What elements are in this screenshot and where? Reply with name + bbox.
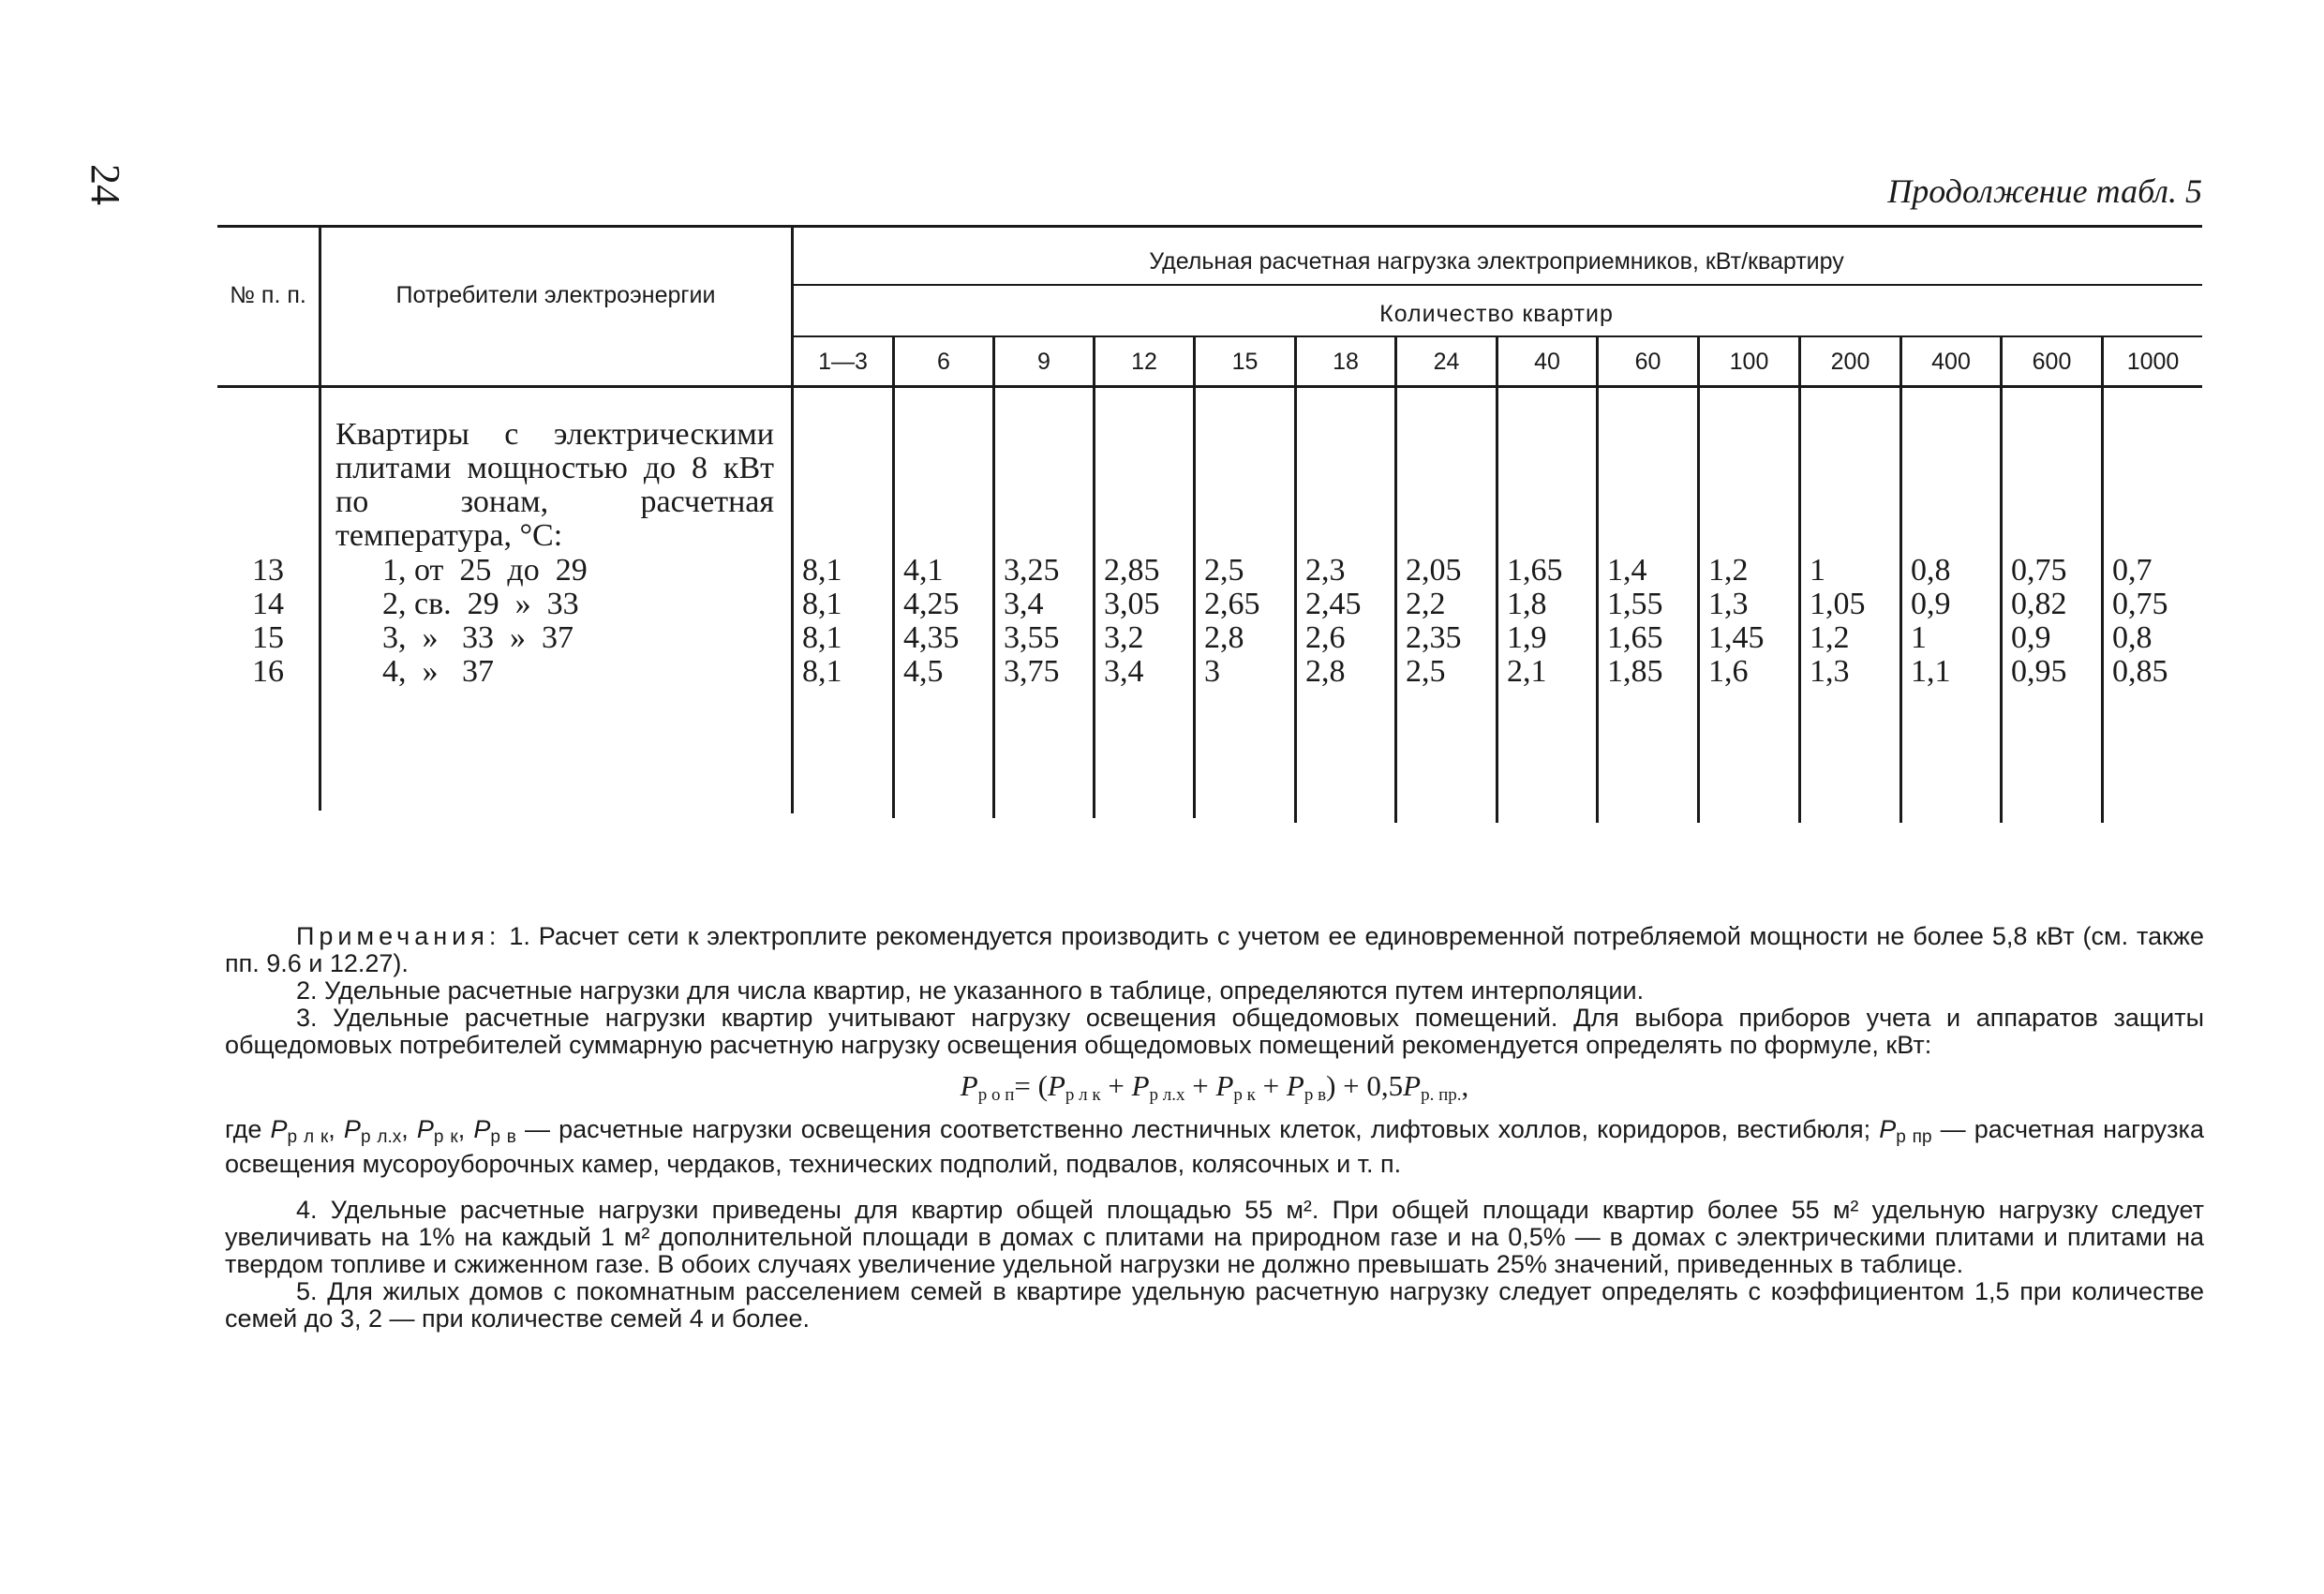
table-cell: 4,1 xyxy=(903,553,944,588)
col-divider xyxy=(1596,335,1599,823)
col-divider xyxy=(1697,335,1700,823)
load-table xyxy=(217,225,2202,825)
table-cell: 8,1 xyxy=(802,620,842,655)
lighting-load-formula: $P_{р о п}= (P_{р л к} + P_{р л.х} + P_{р к} + P_{р в}) + 0,5P_{р. пр.}$, xyxy=(960,1069,1469,1105)
notes-block xyxy=(225,923,2204,1333)
table-cell: 0,75 xyxy=(2112,587,2168,621)
table-cell: 0,7 xyxy=(2112,553,2153,588)
table-cell: 1,45 xyxy=(1708,620,1765,655)
table-cell: 1,05 xyxy=(1810,587,1866,621)
table-cell: 1 xyxy=(1810,553,1825,588)
page-number: 24 xyxy=(82,164,128,205)
table-cell: 2,8 xyxy=(1204,620,1244,655)
col-header: 18 xyxy=(1333,349,1359,375)
note-3: 3. Удельные расчетные нагрузки квартир учитывают нагрузку освещения общедомовых помещений. Для выбора приборов учета и аппаратов защиты общедомовых потребителей суммарную расчетную нагрузку освещения общедомовых помещений рекомендуется определять по формуле, кВт: xyxy=(225,1004,2204,1059)
table-cell: 1,85 xyxy=(1607,654,1663,689)
col-divider xyxy=(892,335,895,818)
col-divider xyxy=(992,335,995,818)
table-cell: 8,1 xyxy=(802,587,842,621)
table-cell: 2,65 xyxy=(1204,587,1260,621)
table-cell: 2,85 xyxy=(1104,553,1160,588)
table-continuation-caption: Продолжение табл. 5 xyxy=(1887,172,2202,210)
header-consumers: Потребители электроэнергии xyxy=(395,282,716,308)
row-group-description: Квартиры с электрическими плитами мощностью до 8 кВт по зонам, расчетная температура, °С: xyxy=(335,417,774,553)
row-number: 16 xyxy=(252,654,284,689)
col-header: 200 xyxy=(1830,349,1870,375)
table-cell: 0,75 xyxy=(2011,553,2067,588)
table-cell: 0,8 xyxy=(1911,553,1951,588)
table-cell: 0,95 xyxy=(2011,654,2067,689)
table-cell: 2,05 xyxy=(1406,553,1462,588)
note-2: 2. Удельные расчетные нагрузки для числа квартир, не указанного в таблице, определяются путем интерполяции. xyxy=(296,976,1645,1005)
header-rule-load xyxy=(791,284,2202,286)
table-cell: 2,5 xyxy=(1406,654,1446,689)
table-cell: 4,35 xyxy=(903,620,960,655)
col-header: 40 xyxy=(1534,349,1560,375)
col-divider xyxy=(1899,335,1902,823)
col-header: 6 xyxy=(937,349,950,375)
table-cell: 4,25 xyxy=(903,587,960,621)
table-cell: 3,4 xyxy=(1104,654,1144,689)
col-header: 12 xyxy=(1131,349,1157,375)
note-1: 1. Расчет сети к электроплите рекомендуется производить с учетом ее единовременной потребляемой мощности не более 5,8 кВт (см. также пп. 9.6 и 12.27). xyxy=(225,922,2204,977)
col-header: 1—3 xyxy=(818,349,868,375)
col-header: 9 xyxy=(1037,349,1050,375)
table-cell: 0,9 xyxy=(2011,620,2051,655)
table-cell: 3,2 xyxy=(1104,620,1144,655)
table-cell: 1,1 xyxy=(1911,654,1951,689)
table-cell: 1,4 xyxy=(1607,553,1647,588)
formula-legend: где $P_{р л к}$, $P_{р л.х}$, $P_{р к}$, $P_{р в}$ — расчетные нагрузки освещения соответственно лестничных клеток, лифтовых холлов, коридоров, вестибюля; $P_{р пр}$ — расчетная нагрузка освещения мусороуборочных камер, чердаков, технических подполий, подвалов, колясочных и т. п. xyxy=(225,1115,2204,1178)
table-cell: 4,5 xyxy=(903,654,944,689)
row-zone: 4, » 37 xyxy=(382,654,494,689)
table-cell: 3,25 xyxy=(1004,553,1060,588)
table-cell: 2,35 xyxy=(1406,620,1462,655)
table-cell: 1,6 xyxy=(1708,654,1749,689)
table-cell: 8,1 xyxy=(802,654,842,689)
col-divider xyxy=(2000,335,2003,823)
notes-label: Примечания: xyxy=(296,922,501,950)
table-cell: 1,2 xyxy=(1708,553,1749,588)
table-cell: 2,3 xyxy=(1305,553,1346,588)
table-cell: 2,6 xyxy=(1305,620,1346,655)
row-number: 15 xyxy=(252,620,284,655)
table-top-rule xyxy=(217,225,2202,228)
table-cell: 0,9 xyxy=(1911,587,1951,621)
col-header: 1000 xyxy=(2126,349,2180,375)
col-header: 400 xyxy=(1931,349,1971,375)
row-number: 13 xyxy=(252,553,284,588)
table-cell: 2,5 xyxy=(1204,553,1244,588)
header-count: Количество квартир xyxy=(1379,301,1614,327)
col-divider xyxy=(319,225,321,811)
table-cell: 1,55 xyxy=(1607,587,1663,621)
header-bottom-rule xyxy=(217,385,2202,388)
note-5: 5. Для жилых домов с покомнатным расселением семей в квартире удельную расчетную нагрузку следует определять с коэффициентом 1,5 при количестве семей до 3, 2 — при количестве семей 4 и более. xyxy=(225,1277,2204,1333)
table-cell: 2,2 xyxy=(1406,587,1446,621)
table-cell: 1,2 xyxy=(1810,620,1850,655)
row-zone: 1, от 25 до 29 xyxy=(382,553,588,588)
header-num: № п. п. xyxy=(230,282,306,308)
row-zone: 3, » 33 » 37 xyxy=(382,620,574,655)
table-cell: 3 xyxy=(1204,654,1220,689)
col-divider xyxy=(1496,335,1498,823)
table-cell: 3,75 xyxy=(1004,654,1060,689)
col-divider xyxy=(1394,335,1397,823)
col-divider xyxy=(1294,335,1297,823)
table-cell: 3,4 xyxy=(1004,587,1044,621)
col-header: 15 xyxy=(1231,349,1259,375)
table-cell: 1,8 xyxy=(1507,587,1547,621)
table-cell: 3,05 xyxy=(1104,587,1160,621)
col-divider xyxy=(1093,335,1095,818)
row-number: 14 xyxy=(252,587,284,621)
col-divider xyxy=(2101,335,2104,823)
table-cell: 1,3 xyxy=(1810,654,1850,689)
row-zone: 2, св. 29 » 33 xyxy=(382,587,579,621)
col-header: 24 xyxy=(1433,349,1460,375)
table-cell: 2,45 xyxy=(1305,587,1362,621)
table-cell: 0,82 xyxy=(2011,587,2067,621)
table-cell: 0,85 xyxy=(2112,654,2168,689)
table-cell: 1,65 xyxy=(1607,620,1663,655)
table-cell: 0,8 xyxy=(2112,620,2153,655)
table-cell: 2,1 xyxy=(1507,654,1547,689)
table-cell: 1,65 xyxy=(1507,553,1563,588)
table-cell: 2,8 xyxy=(1305,654,1346,689)
col-divider xyxy=(1798,335,1801,823)
col-header: 60 xyxy=(1634,349,1661,375)
table-cell: 3,55 xyxy=(1004,620,1060,655)
col-header: 100 xyxy=(1729,349,1769,375)
table-cell: 1,9 xyxy=(1507,620,1547,655)
col-divider xyxy=(1193,335,1196,818)
table-cell: 1 xyxy=(1911,620,1927,655)
table-cell: 1,3 xyxy=(1708,587,1749,621)
col-header: 600 xyxy=(2032,349,2072,375)
header-load: Удельная расчетная нагрузка электроприемников, кВт/квартиру xyxy=(1149,248,1844,275)
note-4: 4. Удельные расчетные нагрузки приведены для квартир общей площадью 55 м². При общей площади квартир более 55 м² удельную нагрузку следует увеличивать на 1% на каждый 1 м² дополнительной площади в домах с плитами на природном газе и на 0,5% — в домах с электрическими плитами и плитами на твердом топливе и сжиженном газе. В обоих случаях увеличение удельной нагрузки не должно превышать 25% значений, приведенных в таблице. xyxy=(225,1196,2204,1278)
table-cell: 8,1 xyxy=(802,553,842,588)
